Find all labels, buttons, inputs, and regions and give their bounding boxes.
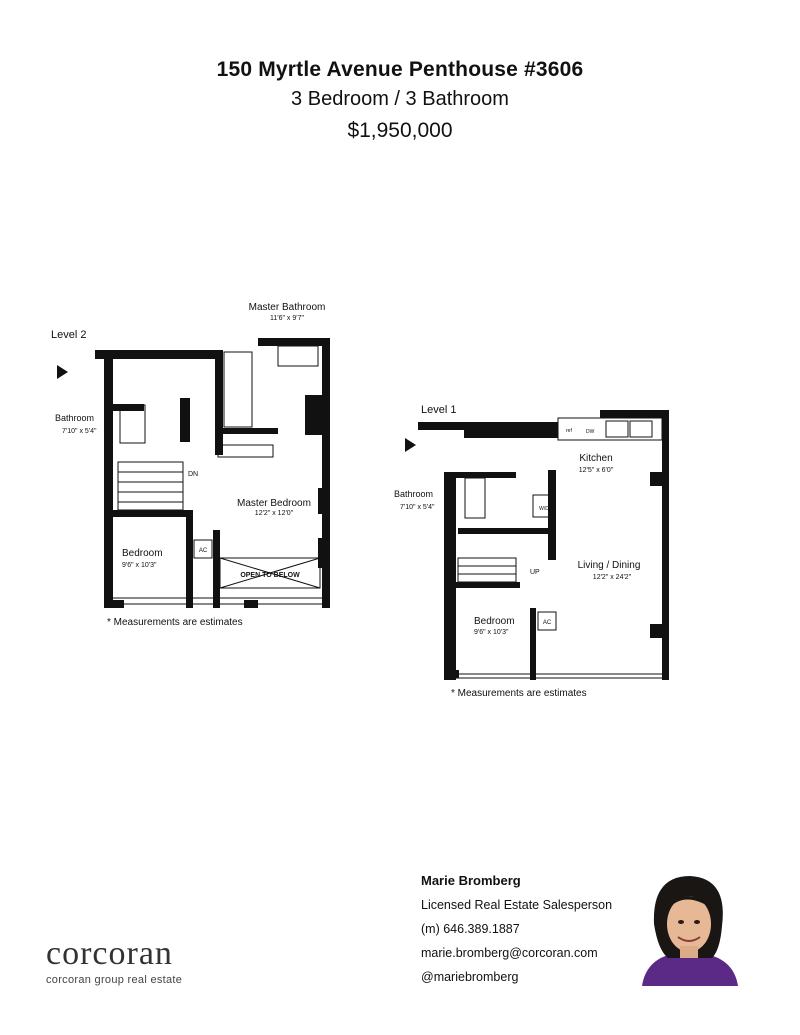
l2-bath-name: Bathroom: [55, 413, 95, 423]
entry-arrow-icon: [57, 365, 68, 379]
l2-master-bath-name: Master Bathroom: [248, 302, 326, 313]
level-1-label: Level 1: [421, 404, 457, 416]
l1-measurement-note: * Measurements are estimates: [451, 688, 587, 699]
logo-tagline: corcoran group real estate: [46, 974, 183, 986]
l2-master-bed-dim: 12'2" x 12'0": [254, 510, 294, 517]
l2-master-bath-dim: 11'6" x 9'7": [270, 315, 304, 322]
agent-name: Marie Bromberg: [421, 873, 521, 888]
agent-phone[interactable]: (m) 646.389.1887: [421, 922, 520, 936]
listing-subtitle: 3 Bedroom / 3 Bathroom: [291, 88, 509, 110]
agent-contact: [421, 869, 612, 989]
l1-bath-dim: 7'10" x 5'4": [400, 504, 435, 511]
l1-bed-name: Bedroom: [474, 616, 515, 627]
l1-wd-mark: W/D: [539, 506, 549, 512]
l2-ac-mark: AC: [198, 548, 208, 554]
l2-master-bed-name: Master Bedroom: [237, 498, 311, 509]
level-1-floor-plan: [390, 395, 690, 700]
corcoran-logo: [46, 936, 182, 986]
l1-dw-mark: DW: [586, 429, 595, 435]
listing-header: [0, 58, 800, 143]
agent-role: Licensed Real Estate Salesperson: [421, 898, 613, 912]
l1-bath-name: Bathroom: [394, 489, 434, 499]
level-2-label: Level 2: [51, 329, 87, 341]
l2-open-below: OPEN TO BELOW: [240, 572, 300, 579]
l1-kitchen-dim: 12'5" x 6'0": [578, 467, 614, 474]
l2-bed-dim: 9'6" x 10'3": [122, 562, 157, 569]
l2-bed-name: Bedroom: [122, 548, 163, 559]
agent-photo-avatar: [624, 866, 754, 986]
l1-kitchen-name: Kitchen: [579, 453, 613, 464]
listing-price: $1,950,000: [347, 119, 453, 142]
l1-living-name: Living / Dining: [577, 560, 641, 571]
l1-bed-dim: 9'6" x 10'3": [474, 629, 509, 636]
agent-handle[interactable]: @mariebromberg: [421, 970, 519, 984]
l2-dn-mark: DN: [188, 471, 199, 478]
l1-ac-mark: AC: [542, 620, 552, 626]
l1-ref-mark: ref: [566, 428, 572, 434]
level-2-floor-plan: [40, 290, 350, 640]
logo-wordmark: corcoran: [46, 935, 173, 972]
l1-up-mark: UP: [530, 569, 540, 576]
agent-email[interactable]: marie.bromberg@corcoran.com: [421, 946, 598, 960]
l2-bath-dim: 7'10" x 5'4": [62, 428, 97, 435]
listing-title: 150 Myrtle Avenue Penthouse #3606: [216, 58, 584, 81]
l1-living-dim: 12'2" x 24'2": [592, 574, 632, 581]
l2-measurement-note: * Measurements are estimates: [107, 617, 243, 628]
entry-arrow-icon: [405, 438, 416, 452]
